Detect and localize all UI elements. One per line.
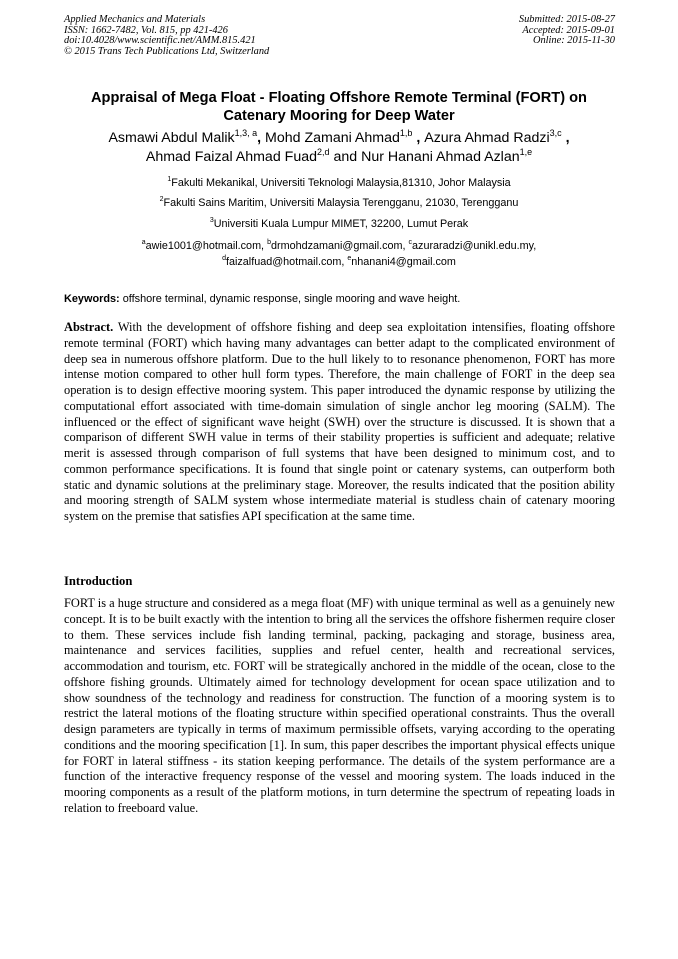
abstract-text: With the development of offshore fishing and deep sea exploitation intensifies, floating offshore remote terminal (FORT) which having many advantages can better adapt to the complicated environment of deep sea in numerous offshore platform. Due to the hull likely to to resonance phenomenon, FORT has more intense motion compared to other hull form types. Therefore, the main challenge of FORT in the deep sea operation is to design effective mooring system. This paper introduced the dynamic response by utilizing the computational effort associated with time-domain simulation of single anchor leg mooring (SALM). The influenced or the effect of significant wave height (SWH) over the structure is discussed. It is shown that a comparison of different SWH value in terms of their stability properties is sufficient and adequate; relative merit is assessed through comparison of full systems that have been designed to minimum cost, and to common performance specifications. It is found that single point or catenary systems, can outperform both static and dynamic solutions at the preliminary stage. Moreover, the results indicated that the position ability and mooring strength of SALM system whose intermediate material is studless chain of catenary mooring system on the premise that satisfies API specification at the same time.: [64, 320, 615, 523]
affil-mark: 1: [167, 176, 172, 183]
introduction-paragraph: FORT is a huge structure and considered as a mega float (MF) with unique terminal as well as a genuinely new concept. It is to be built exactly with the intention to bring all the services the offshore fishermen require closer to them. These services include fish landing terminal, packing, packaging and storage, business area, maintenance and services facilities, supplies and refuel center, health and recreational services, accommodation and tourism, etc. FORT will be strategically anchored in the middle of the ocean, close to the offshore fishing grounds. Ultimately aimed for technology development for ocean space utilization and to show soundness of the technology and readiness for construction. The function of a mooring system is to restrict the lateral motions of the floating structure within specified operational constraints. Thus the overall design parameters are typically in terms of maximum permissible offsets, varying according to the operating conditions and the mooring specification [1]. In sum, this paper describes the important physical effects unique for FORT in lateral stiffness - its station keeping performance. The details of the system performance are a function of the interactive frequency response of the vessel and mooring system. The loads induced in the mooring components as a result of the platform motions, in turn determine the spectrum of repeating loads in relation to freeboard value.: [64, 596, 615, 815]
keywords: [64, 293, 616, 306]
affiliation: [40, 197, 638, 210]
accepted-date: Accepted: 2015-09-01: [522, 24, 615, 36]
author-list: [30, 129, 648, 167]
email-mark: e: [347, 255, 352, 262]
copyright-line: © 2015 Trans Tech Publications Ltd, Switzerland: [64, 45, 270, 57]
author-affil-mark: 2,d: [317, 147, 330, 157]
affiliation: [40, 218, 638, 231]
author-name: Mohd Zamani Ahmad: [265, 130, 400, 146]
keywords-text: offshore terminal, dynamic response, single mooring and wave height.: [119, 293, 461, 305]
abstract: [64, 320, 615, 525]
author-affil-mark: 1,3, a: [234, 128, 258, 138]
affil-text: Fakulti Sains Maritim, Universiti Malaysia Terengganu, 21030, Terengganu: [163, 197, 519, 209]
email-mark: d: [222, 255, 226, 262]
online-date: Online: 2015-11-30: [532, 35, 615, 47]
author-separator: ,: [561, 130, 570, 146]
email-address[interactable]: awie1001@hotmail.com,: [145, 240, 268, 252]
abstract-label: Abstract.: [64, 320, 114, 334]
affiliation: [40, 177, 638, 190]
section-heading-introduction: Introduction: [64, 574, 133, 588]
author-affil-mark: 3,c: [549, 128, 562, 138]
author-affil-mark: 1,e: [519, 147, 533, 157]
title-line-2: Catenary Mooring for Deep Water: [223, 108, 455, 124]
affil-text: Universiti Kuala Lumpur MIMET, 32200, Lumut Perak: [213, 218, 469, 230]
affil-mark: 2: [159, 196, 164, 203]
affil-text: Fakulti Mekanikal, Universiti Teknologi Malaysia,81310, Johor Malaysia: [171, 177, 511, 189]
email-address[interactable]: drmohdzamani@gmail.com,: [270, 240, 409, 252]
title-line-1: Appraisal of Mega Float - Floating Offshore Remote Terminal (FORT) on: [91, 90, 587, 106]
email-line-1: [40, 240, 638, 253]
author-separator: ,: [257, 130, 266, 146]
author-name: Azura Ahmad Radzi: [424, 130, 550, 146]
journal-info: [64, 15, 269, 57]
author-name: Ahmad Faizal Ahmad Fuad: [145, 149, 317, 165]
author-and: and: [333, 149, 358, 165]
dates-info: [519, 15, 615, 47]
issn-line: ISSN: 1662-7482, Vol. 815, pp 421-426: [64, 24, 228, 36]
author-name: Asmawi Abdul Malik: [108, 130, 235, 146]
email-mark: a: [141, 239, 146, 246]
author-affil-mark: 1,b: [399, 128, 413, 138]
paper-title: [40, 89, 638, 125]
submitted-date: Submitted: 2015-08-27: [518, 14, 615, 25]
email-address[interactable]: nhanani4@gmail.com: [351, 256, 456, 268]
email-line-2: [40, 256, 638, 269]
journal-name: Applied Mechanics and Materials: [64, 14, 206, 25]
email-mark: b: [267, 239, 271, 246]
author-separator: ,: [412, 130, 425, 146]
email-address[interactable]: faizalfuad@hotmail.com,: [226, 256, 348, 268]
email-address[interactable]: azuraradzi@unikl.edu.my,: [412, 240, 537, 252]
author-line-2: [30, 148, 648, 167]
email-mark: c: [408, 239, 413, 246]
keywords-label: Keywords:: [64, 293, 120, 305]
doi-line[interactable]: doi:10.4028/www.scientific.net/AMM.815.421: [64, 35, 256, 47]
author-line-1: [30, 129, 648, 148]
author-name: Nur Hanani Ahmad Azlan: [361, 149, 520, 165]
affil-mark: 3: [209, 217, 214, 224]
